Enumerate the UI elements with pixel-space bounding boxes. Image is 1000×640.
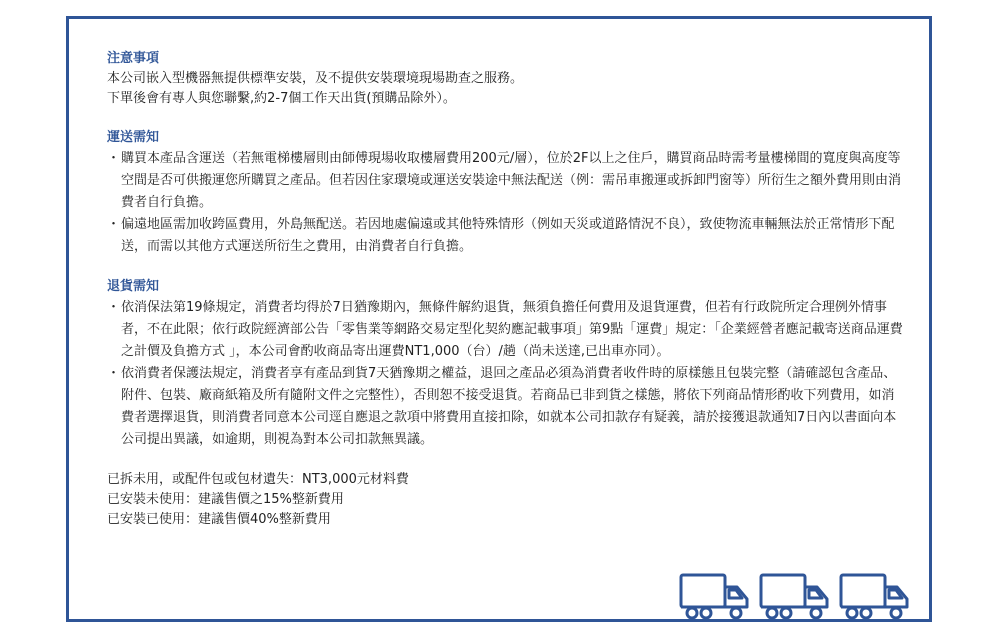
shipping-bullet-text: 購買本產品含運送（若無電梯樓層則由師傅現場收取樓層費用200元/層），位於2F以上之住戶，購買商品時需考量樓梯間的寬度與高度等空間是否可供搬運您所購買之產品。但若因住家環境或運送安裝途中無法配送（例：需吊車搬運或拆卸門窗等）所衍生之額外費用則由消費者自行負擔。 — [121, 151, 902, 210]
fee-line: 已安裝已使用：建議售價40%整新費用 — [107, 512, 331, 527]
notice-frame — [66, 16, 932, 622]
bullet-dot: ・ — [107, 366, 121, 381]
delivery-trucks — [679, 569, 917, 621]
notice-heading: 注意事項 — [107, 51, 160, 66]
shipping-bullet-text: 偏遠地區需加收跨區費用，外島無配送。若因地處偏遠或其他特殊情形（例如天災或道路情況不良），致使物流車輛無法於正常情形下配送，而需以其他方式運送所衍生之費用，由消費者自行負擔。 — [121, 217, 895, 254]
fee-line: 已拆未用，或配件包或包材遺失：NT3,000元材料費 — [107, 472, 409, 487]
delivery-truck-icon — [679, 569, 917, 621]
notice-line: 下單後會有專人與您聯繫,約2-7個工作天出貨(預購品除外）。 — [107, 91, 456, 106]
shipping-bullet — [107, 214, 907, 258]
returns-bullet — [107, 363, 907, 451]
returns-heading: 退貨需知 — [107, 279, 160, 294]
notice-content — [107, 49, 907, 549]
bullet-dot: ・ — [107, 300, 121, 315]
bullet-dot: ・ — [107, 217, 121, 232]
returns-bullet — [107, 297, 907, 363]
shipping-bullet — [107, 148, 907, 214]
notice-section — [107, 49, 907, 109]
notice-line: 本公司嵌入型機器無提供標準安裝，及不提供安裝環境現場勘查之服務。 — [107, 71, 524, 86]
returns-bullet-text: 依消保法第19條規定，消費者均得於7日猶豫期內，無條件解約退貨，無須負擔任何費用及退貨運費，但若有行政院所定合理例外情事者，不在此限；依行政院經濟部公告「零售業等網路交易定型化契約應記載事項」第9點「運費」規定：「企業經營者應記載寄送商品運費之計價及負擔方式 」，本公司會酌收商品寄出運費NT1,000（台）/趟（尚未送達,已出車亦同）。 — [121, 300, 903, 359]
fees-section — [107, 470, 907, 530]
shipping-heading: 運送需知 — [107, 130, 160, 145]
bullet-dot: ・ — [107, 151, 121, 166]
returns-section — [107, 277, 907, 451]
fee-line: 已安裝未使用：建議售價之15%整新費用 — [107, 492, 344, 507]
returns-bullet-text: 依消費者保護法規定，消費者享有產品到貨7天猶豫期之權益，退回之產品必須為消費者收件時的原樣態且包裝完整（請確認包含產品、附件、包裝、廠商紙箱及所有隨附文件之完整性），否則恕不接受退貨。若商品已非到貨之樣態，將依下列商品情形酌收下列費用，如消費者選擇退貨，則消費者同意本公司逕自應退之款項中將費用直接扣除，如就本公司扣款存有疑義，請於接獲退款通知7日內以書面向本公司提出異議，如逾期，則視為對本公司扣款無異議。 — [121, 366, 897, 447]
shipping-section — [107, 128, 907, 258]
